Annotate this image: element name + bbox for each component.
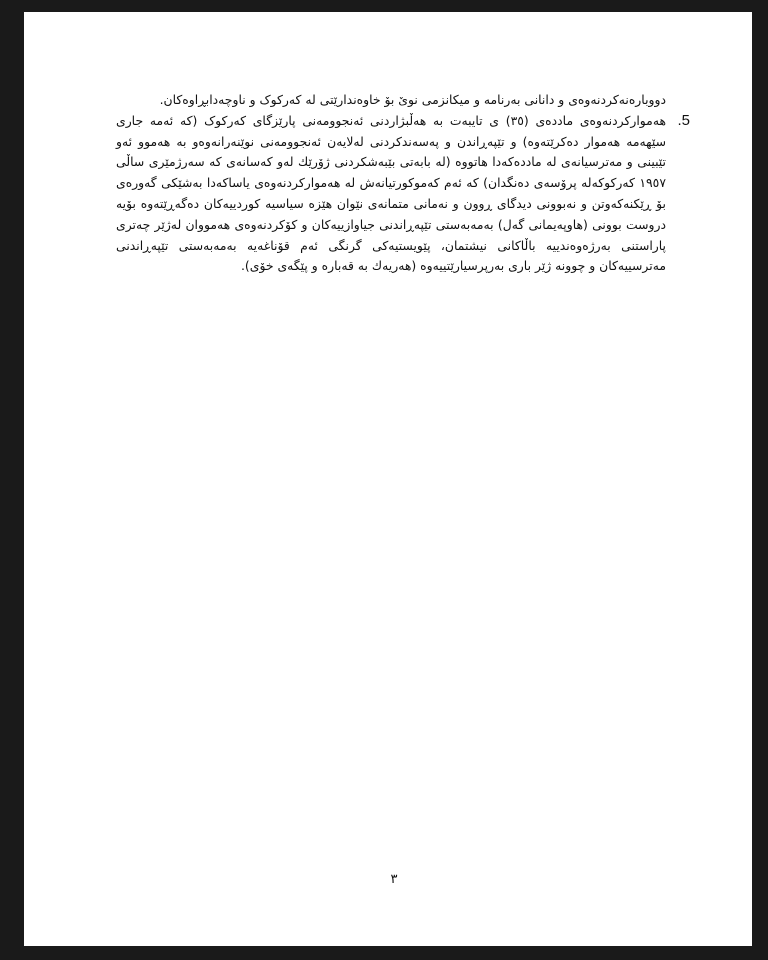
paragraph-continuation: دووبارەنەکردنەوەی و دانانی بەرنامە و میکانزمی نوێ بۆ خاوەندارێتی لە کەرکوک و ناوچەدابڕاوەکان. <box>159 92 666 107</box>
list-item-number: 5. <box>677 111 690 129</box>
list-item-text: هەموارکردنەوەی ماددەی (٣٥) ی تایبەت بە هەڵبژاردنی ئەنجوومەنی پارێزگای کەرکوک (کە ئەمە جاری سێهەمە هەموار دەکرێتەوە) و تێپەڕاندن و پەسەندکردنی لەلایەن ئەنجوومەنی نوێنەرانەوەو بە هەموو ئەو تێبینی و مەترسیانەی لە ماددەکەدا هاتووە (لە بابەتی بێبەشکردنی ژۆرێك لەو کەسانەی کە سەرژمێری ساڵی ١٩٥٧ کەرکوکەلە پرۆسەی دەنگدان) کە ئەم کەموکورتیانەش لە هەموارکردنەوەی یاساکەدا بەشێکی گەورەی بۆ ڕێکنەکەوتن و نەبوونی دیدگای ڕوون و نەمانی متمانەی نێوان هێزە سیاسیە کوردییەکان دەگەڕێتەوە بۆیە دروست بوونی (هاوپەیمانی گەل) بەمەبەستی تێپەڕاندنی جیاوازییەکان و کۆکردنەوەی هەمووان لەژێر چەتری پاراستنی بەرژەوەندییە باڵاکانی نیشتمان، پێویستیەکی گرنگی ئەم قۆناغەیە بەمەبەستی تێپەڕاندنی مەترسییەکان و چوونە ژێر باری بەرپرسیارێتییەوە (هەریەك بە قەبارە و پێگەی خۆی). <box>116 112 666 274</box>
document-page <box>24 12 752 946</box>
document-body <box>116 90 690 277</box>
page-number: ٣ <box>390 872 398 887</box>
list-item <box>116 111 690 277</box>
